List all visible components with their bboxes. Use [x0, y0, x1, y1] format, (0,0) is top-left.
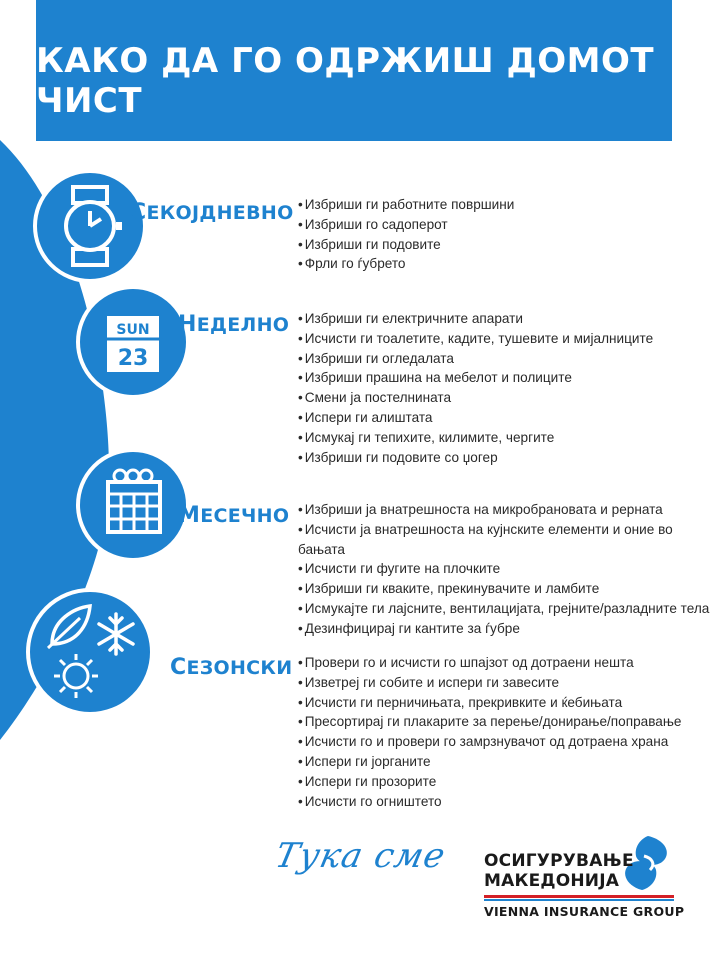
slogan: Тука сме — [271, 836, 450, 876]
leaf-icon — [48, 606, 90, 648]
list-item: • Избриши ги електричните апарати — [298, 309, 653, 329]
weekly-task-list — [298, 309, 653, 467]
list-item: • Избриши ги подовите со џогер — [298, 448, 653, 468]
list-item: • Избриши ги работните површини — [298, 195, 514, 215]
seasonal-icon-circle — [26, 588, 154, 716]
snowflake-icon — [99, 614, 133, 654]
list-item: • Дезинфицирај ги кантите за ѓубре — [298, 619, 710, 639]
list-item: • Пресортирај ги плакарите за перење/донирање/поправање — [298, 712, 681, 732]
list-item: • Испери ги јорганите — [298, 752, 681, 772]
calendar-day-weekday: SUN — [116, 322, 150, 338]
list-item: • Исчисти го огништето — [298, 792, 681, 812]
list-item: • Исмукај ги тепихите, килимите, чергите — [298, 428, 653, 448]
list-item: • Избриши ги огледалата — [298, 349, 653, 369]
list-item: • Испери ги прозорите — [298, 772, 681, 792]
list-item: • Испери ги алиштата — [298, 408, 653, 428]
brand-name-line1: ОСИГУРУВАЊЕ — [484, 851, 634, 871]
list-item: • Избриши ги кваките, прекинувачите и ламбите — [298, 579, 710, 599]
seasonal-task-list — [298, 653, 681, 811]
watch-icon — [37, 173, 143, 279]
list-item: • Избриши ја внатрешноста на микробрановата и рерната — [298, 500, 710, 520]
list-item: • Исчисти ги перничињата, прекривките и ќебињата — [298, 693, 681, 713]
calendar-day-number: 23 — [117, 346, 149, 371]
brand-group-name: VIENNA INSURANCE GROUP — [484, 904, 685, 919]
monthly-task-list — [298, 500, 710, 639]
list-item: • Избриши ги подовите — [298, 235, 514, 255]
list-item: • Исмукајте ги лајсните, вентилацијата, грејните/разладните тела — [298, 599, 710, 619]
section-label-monthly: МЕСЕЧНО — [178, 503, 290, 528]
list-item: • Исчисти го и провери го замрзнувачот од дотраена храна — [298, 732, 681, 752]
brand-divider-red — [484, 895, 674, 898]
section-label-weekly: НЕДЕЛНО — [178, 312, 290, 337]
monthly-icon-circle — [76, 448, 190, 562]
list-item: • Избриши прашина на мебелот и полиците — [298, 368, 653, 388]
calendar-month-icon — [80, 452, 186, 558]
seasons-icon — [30, 592, 150, 712]
list-item: • Изветреј ги собите и испери ги завесите — [298, 673, 681, 693]
list-item: • Исчисти ги фугите на плочките — [298, 559, 710, 579]
daily-icon-circle — [33, 169, 147, 283]
section-label-seasonal: СЕЗОНСКИ — [170, 655, 293, 680]
daily-task-list — [298, 195, 514, 274]
section-label-daily: СЕКОЈДНЕВНО — [130, 200, 294, 225]
list-item: • Смени ја постелнината — [298, 388, 653, 408]
weekly-icon-circle — [76, 285, 190, 399]
list-item: • Фрли го ѓубрето — [298, 254, 514, 274]
brand-name-line2: МАКЕДОНИЈА — [484, 871, 620, 891]
list-item: • Исчисти ја внатрешноста на кујнските елементи и оние во бањата — [298, 520, 710, 560]
brand-divider-blue — [484, 899, 674, 901]
sun-icon — [54, 654, 98, 698]
calendar-day-icon — [80, 289, 186, 395]
page-title: КАКО ДА ГО ОДРЖИШ ДОМОТ ЧИСТ — [36, 41, 655, 121]
list-item: • Провери го и исчисти го шпајзот од дотраени нешта — [298, 653, 681, 673]
list-item: • Избриши го садоперот — [298, 215, 514, 235]
list-item: • Исчисти ги тоалетите, кадите, тушевите и мијалниците — [298, 329, 653, 349]
